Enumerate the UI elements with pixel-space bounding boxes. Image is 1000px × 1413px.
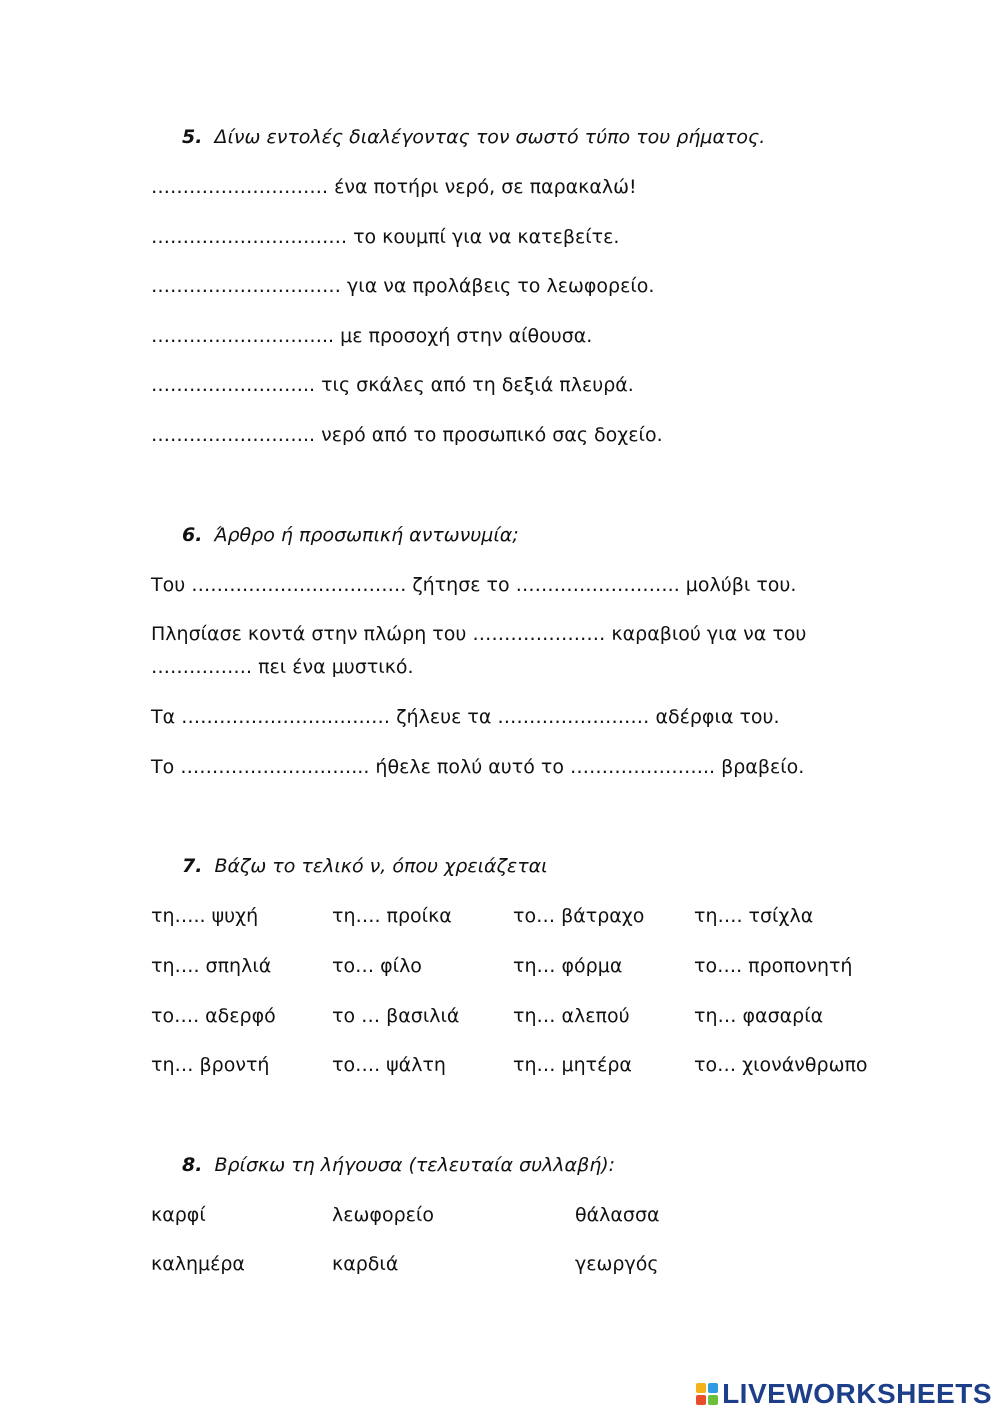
word-cell: το… βάτραχο [513, 905, 645, 927]
exercise-line: Πλησίασε κοντά στην πλώρη του ………………… καραβιού για να του [151, 623, 807, 645]
word-cell: γεωργός [575, 1253, 659, 1275]
word-cell: τη… αλεπού [513, 1005, 630, 1027]
word-cell: το… φίλο [332, 955, 422, 977]
word-cell: τη…. τσίχλα [694, 905, 814, 927]
section-5-heading [182, 125, 765, 149]
word-cell: καρδιά [332, 1253, 399, 1275]
word-cell: καλημέρα [151, 1253, 245, 1275]
word-cell: το…. ψάλτη [332, 1054, 446, 1076]
section-title: Βρίσκω τη λήγουσα (τελευταία συλλαβή): [214, 1154, 616, 1176]
word-cell: τη…. προίκα [332, 905, 452, 927]
section-number: 5. [182, 126, 203, 148]
exercise-line: ……………………….. με προσοχή στην αίθουσα. [151, 325, 593, 347]
exercise-line: Τα …………………………… ζήλευε τα …………………… αδέρφια του. [151, 706, 780, 728]
word-cell: το… χιονάνθρωπο [694, 1054, 868, 1076]
brand-text: LIVEWORKSHEETS [722, 1378, 992, 1409]
section-title: Βάζω το τελικό ν, όπου χρειάζεται [214, 855, 548, 877]
exercise-line: …………………….. νερό από το προσωπικό σας δοχείο. [151, 424, 663, 446]
section-number: 8. [182, 1154, 203, 1176]
word-cell: τη…. σπηλιά [151, 955, 272, 977]
word-cell: τη… μητέρα [513, 1054, 632, 1076]
word-cell: τη… φασαρία [694, 1005, 824, 1027]
section-8-heading [182, 1153, 615, 1177]
section-number: 7. [182, 855, 203, 877]
word-cell: θάλασσα [575, 1204, 660, 1226]
exercise-line: Του ……………………………. ζήτησε το …………………….. μολύβι του. [151, 574, 797, 596]
logo-square-yellow [696, 1383, 706, 1393]
exercise-line: ………………………… για να προλάβεις το λεωφορείο. [151, 275, 655, 297]
exercise-line: …………………….. τις σκάλες από τη δεξιά πλευρά. [151, 374, 634, 396]
word-cell: το…. αδερφό [151, 1005, 276, 1027]
logo-icon [696, 1383, 718, 1405]
exercise-line: …………………………. το κουμπί για να κατεβείτε. [151, 226, 620, 248]
section-7-heading [182, 854, 548, 878]
word-cell: το…. προπονητή [694, 955, 853, 977]
word-cell: λεωφορείο [332, 1204, 434, 1226]
exercise-line: Το ………………………... ήθελε πολύ αυτό το ………………….. βραβείο. [151, 756, 805, 778]
exercise-line: ………………………. ένα ποτήρι νερό, σε παρακαλώ! [151, 176, 637, 198]
liveworksheets-logo[interactable] [696, 1377, 992, 1411]
logo-square-red [696, 1395, 706, 1405]
word-cell: το … βασιλιά [332, 1005, 460, 1027]
word-cell: τη… βροντή [151, 1054, 270, 1076]
exercise-line: ……………. πει ένα μυστικό. [151, 656, 414, 678]
logo-square-blue [708, 1383, 718, 1393]
section-number: 6. [182, 524, 203, 546]
word-cell: τη….. ψυχή [151, 905, 259, 927]
word-cell: τη… φόρμα [513, 955, 623, 977]
word-cell: καρφί [151, 1204, 206, 1226]
section-title: Δίνω εντολές διαλέγοντας τον σωστό τύπο του ρήματος. [214, 126, 766, 148]
section-title: Άρθρο ή προσωπική αντωνυμία; [214, 524, 519, 546]
logo-square-green [708, 1395, 718, 1405]
section-6-heading [182, 523, 519, 547]
